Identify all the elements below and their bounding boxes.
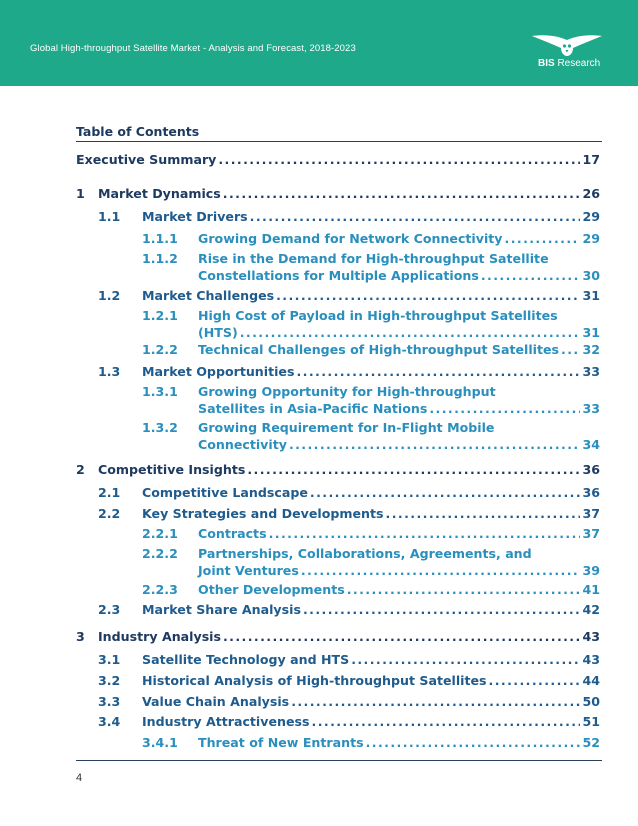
toc-entry-page: 36: [582, 462, 600, 477]
toc-entry-title: Executive Summary: [76, 152, 217, 167]
toc-entry[interactable]: [142, 383, 600, 417]
toc-entry-page: 29: [582, 231, 600, 246]
toc-entry-title: Growing Opportunity for High-throughput: [198, 384, 496, 399]
toc-entry-title: Market Opportunities: [142, 364, 295, 379]
toc-entry-number: 1: [76, 186, 85, 201]
toc-entry-title: Market Challenges: [142, 288, 275, 303]
toc-entry-title: Market Dynamics: [98, 186, 221, 201]
toc-entry-number: 1.3: [98, 364, 121, 379]
toc-entry-number: 2.3: [98, 602, 121, 617]
toc-entry[interactable]: [142, 525, 600, 542]
toc-entry[interactable]: [142, 734, 600, 751]
dot-leader: [505, 230, 581, 247]
dot-leader: [310, 484, 581, 501]
toc-entry-page: 52: [582, 735, 600, 750]
toc-entry-title: Competitive Insights: [98, 462, 246, 477]
toc-entry-number: 1.1.2: [142, 251, 178, 266]
toc-entry-page: 31: [582, 288, 600, 303]
toc-entry-title: Constellations for Multiple Applications: [198, 268, 479, 283]
toc-entry-title: Threat of New Entrants: [198, 735, 364, 750]
toc-entry-title: Industry Analysis: [98, 629, 221, 644]
dot-leader: [296, 363, 580, 380]
toc-entry[interactable]: [98, 484, 600, 501]
toc-entry-title: Technical Challenges of High-throughput Satellites: [198, 342, 560, 357]
dot-leader: [312, 713, 581, 730]
toc-entry-title: Market Share Analysis: [142, 602, 301, 617]
toc-entry-number: 3.1: [98, 652, 121, 667]
dot-leader: [351, 651, 580, 668]
toc-entry-number: 3.4: [98, 714, 121, 729]
toc-entry-page: 37: [582, 526, 600, 541]
dot-leader: [250, 208, 581, 225]
dot-leader: [240, 324, 581, 341]
toc-entry-title: Rise in the Demand for High-throughput Satellite: [198, 251, 549, 266]
toc-entry[interactable]: [76, 151, 600, 168]
toc-entry[interactable]: [76, 628, 600, 645]
dot-leader: [247, 461, 580, 478]
toc-entry-title: Satellites in Asia-Pacific Nations: [198, 401, 428, 416]
toc-entry-title: Satellite Technology and HTS: [142, 652, 350, 667]
toc-entry[interactable]: [98, 505, 600, 522]
toc-heading: Table of Contents: [76, 124, 200, 139]
toc-entry[interactable]: [76, 461, 600, 478]
toc-entry-page: 50: [582, 694, 600, 709]
toc-entry-page: 37: [582, 506, 600, 521]
toc-entry-title: (HTS): [198, 325, 238, 340]
toc-entry-number: 2: [76, 462, 85, 477]
toc-entry-title: Growing Requirement for In-Flight Mobile: [198, 420, 495, 435]
toc-entry-number: 2.2.1: [142, 526, 178, 541]
toc-entry[interactable]: [142, 545, 600, 579]
toc-entry-number: 2.1: [98, 485, 121, 500]
dot-leader: [386, 505, 581, 522]
toc-entry-page: 33: [582, 401, 600, 416]
toc-entry-title: Competitive Landscape: [142, 485, 308, 500]
toc-entry-page: 32: [582, 342, 600, 357]
toc-entry-title: Historical Analysis of High-throughput Satellites: [142, 673, 487, 688]
toc-entry-title: Contracts: [198, 526, 267, 541]
toc-entry-page: 51: [582, 714, 600, 729]
dot-leader: [291, 693, 580, 710]
toc-entry-page: 43: [582, 652, 600, 667]
toc-entry-title: Joint Ventures: [198, 563, 299, 578]
toc-entry-page: 43: [582, 629, 600, 644]
dot-leader: [489, 672, 581, 689]
dot-leader: [223, 185, 581, 202]
toc-entry[interactable]: [142, 419, 600, 453]
toc-entry-title: Growing Demand for Network Connectivity: [198, 231, 503, 246]
toc-entry-page: 34: [582, 437, 600, 452]
dot-leader: [289, 436, 581, 453]
toc-entry-title: Value Chain Analysis: [142, 694, 290, 709]
dot-leader: [301, 562, 581, 579]
toc-entry[interactable]: [98, 713, 600, 730]
toc-entry-page: 41: [582, 582, 600, 597]
toc-entry[interactable]: [142, 341, 600, 358]
toc-entry-number: 3: [76, 629, 85, 644]
toc-entry-number: 1.2.1: [142, 308, 178, 323]
dot-leader: [561, 341, 580, 358]
toc-entry-title: Industry Attractiveness: [142, 714, 310, 729]
toc-entry-page: 42: [582, 602, 600, 617]
toc-entry-number: 3.2: [98, 673, 121, 688]
toc-entry-number: 1.2: [98, 288, 121, 303]
toc-entry[interactable]: [98, 651, 600, 668]
toc-entry-number: 2.2: [98, 506, 121, 521]
toc-entry-number: 3.3: [98, 694, 121, 709]
toc-entry-number: 2.2.3: [142, 582, 178, 597]
toc-entry[interactable]: [142, 250, 600, 284]
toc-entry-page: 31: [582, 325, 600, 340]
toc-entry-title: Market Drivers: [142, 209, 248, 224]
toc-entry[interactable]: [98, 693, 600, 710]
toc-entry-title: Other Developments: [198, 582, 345, 597]
logo-text: BIS Research: [538, 58, 601, 69]
toc-entry-page: 26: [582, 186, 600, 201]
toc-entry-page: 36: [582, 485, 600, 500]
toc-entry-number: 1.3.1: [142, 384, 178, 399]
toc-entry[interactable]: [142, 581, 600, 598]
toc-entry-title: Key Strategies and Developments: [142, 506, 384, 521]
bottom-rule: [76, 760, 602, 761]
dot-leader: [303, 601, 581, 618]
toc-entry[interactable]: [98, 601, 600, 618]
toc-entry-page: 33: [582, 364, 600, 379]
toc-entry[interactable]: [98, 363, 600, 380]
toc-entry-page: 17: [582, 152, 600, 167]
dot-leader: [429, 400, 580, 417]
dot-leader: [276, 287, 580, 304]
toc-entry-number: 1.1: [98, 209, 121, 224]
toc-entry[interactable]: [98, 208, 600, 225]
dot-leader: [218, 151, 580, 168]
toc-entry[interactable]: [142, 307, 600, 341]
toc-entry-title: Partnerships, Collaborations, Agreements, and: [198, 546, 532, 561]
toc-entry-number: 2.2.2: [142, 546, 178, 561]
dot-leader: [269, 525, 581, 542]
dot-leader: [223, 628, 580, 645]
toc-entry-number: 1.1.1: [142, 231, 178, 246]
toc-entry-page: 44: [582, 673, 600, 688]
toc-entry-number: 3.4.1: [142, 735, 178, 750]
toc-entry-title: High Cost of Payload in High-throughput Satellites: [198, 308, 558, 323]
toc-entry[interactable]: [98, 287, 600, 304]
toc-entry-page: 39: [582, 563, 600, 578]
toc-entry-page: 30: [582, 268, 600, 283]
toc-entry[interactable]: [98, 672, 600, 689]
report-title: Global High-throughput Satellite Market - Analysis and Forecast, 2018-2023: [30, 43, 356, 54]
toc-entry-number: 1.3.2: [142, 420, 178, 435]
toc-entry[interactable]: [76, 185, 600, 202]
dot-leader: [481, 267, 581, 284]
toc-entry-page: 29: [582, 209, 600, 224]
dot-leader: [347, 581, 581, 598]
dot-leader: [366, 734, 581, 751]
toc-entry-number: 1.2.2: [142, 342, 178, 357]
toc-entry-title: Connectivity: [198, 437, 287, 452]
page-number: 4: [76, 772, 83, 784]
toc-entry[interactable]: [142, 230, 600, 247]
